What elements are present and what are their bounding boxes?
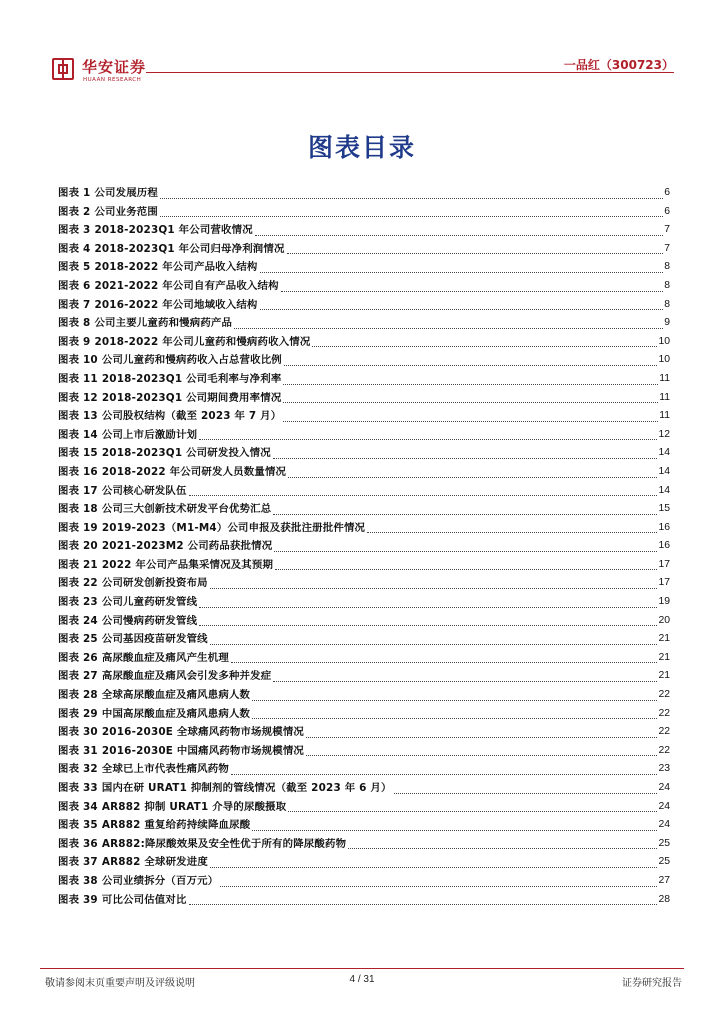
toc-entry-text: AR882 抑制 URAT1 介导的尿酸摄取 <box>101 800 287 813</box>
toc-entry-label: 图表 10 <box>58 354 98 367</box>
toc-entry-text: 2016-2030E 中国痛风药物市场规模情况 <box>101 744 305 757</box>
toc-entry-label: 图表 28 <box>58 689 98 702</box>
toc-entry-text: 2018-2023Q1 年公司营收情况 <box>94 224 253 237</box>
toc-entry[interactable] <box>58 630 670 649</box>
toc-leader-dots <box>275 559 657 570</box>
toc-entry-title <box>58 370 281 389</box>
toc-entry-text: 公司研发创新投资布局 <box>101 577 208 590</box>
toc-entry-title <box>58 519 365 538</box>
toc-leader-dots <box>231 652 657 663</box>
toc-entry-title <box>58 630 208 649</box>
toc-entry[interactable] <box>58 686 670 705</box>
toc-entry-page: 8 <box>664 279 670 291</box>
toc-entry-text: 高尿酸血症及痛风会引发多种并发症 <box>101 670 272 683</box>
toc-entry[interactable] <box>58 258 670 277</box>
toc-entry[interactable] <box>58 426 670 445</box>
toc-entry-title <box>58 835 346 854</box>
toc-entry-title <box>58 296 258 315</box>
toc-leader-dots <box>283 374 658 385</box>
toc-entry-label: 图表 25 <box>58 633 98 646</box>
toc-entry[interactable] <box>58 649 670 668</box>
toc-entry-label: 图表 14 <box>58 428 98 441</box>
toc-entry-label: 图表 20 <box>58 540 98 553</box>
toc-entry-title <box>58 314 232 333</box>
toc-entry[interactable] <box>58 296 670 315</box>
toc-entry-page: 16 <box>658 521 670 533</box>
toc-entry-label: 图表 18 <box>58 503 98 516</box>
toc-entry-page: 22 <box>658 744 670 756</box>
toc-entry-label: 图表 7 <box>58 298 91 311</box>
toc-leader-dots <box>312 336 657 347</box>
toc-entry[interactable] <box>58 444 670 463</box>
toc-entry-page: 14 <box>658 484 670 496</box>
toc-leader-dots <box>252 708 657 719</box>
logo-icon <box>52 58 74 80</box>
toc-entry-title <box>58 593 197 612</box>
toc-leader-dots <box>189 485 658 496</box>
toc-entry[interactable] <box>58 593 670 612</box>
toc-entry[interactable] <box>58 314 670 333</box>
toc-entry-text: 2021-2023M2 公司药品获批情况 <box>101 540 273 553</box>
toc-entry-title <box>58 705 250 724</box>
toc-entry-label: 图表 9 <box>58 335 91 348</box>
toc-leader-dots <box>306 727 657 738</box>
toc-entry[interactable] <box>58 742 670 761</box>
toc-entry-title <box>58 779 392 798</box>
toc-entry[interactable] <box>58 537 670 556</box>
toc-entry-title <box>58 444 271 463</box>
toc-entry-label: 图表 19 <box>58 521 98 534</box>
toc-entry-text: 公司上市后激励计划 <box>101 428 198 441</box>
toc-leader-dots <box>306 745 657 756</box>
toc-entry[interactable] <box>58 277 670 296</box>
toc-leader-dots <box>348 838 657 849</box>
toc-entry-text: 公司儿童药和慢病药收入占总营收比例 <box>101 354 282 367</box>
toc-entry-label: 图表 36 <box>58 837 98 850</box>
toc-entry-page: 22 <box>658 726 670 738</box>
toc-leader-dots <box>273 504 657 515</box>
toc-entry[interactable] <box>58 351 670 370</box>
toc-entry-page: 28 <box>658 893 670 905</box>
toc-entry-text: 公司股权结构（截至 2023 年 7 月） <box>101 410 282 423</box>
toc-entry-page: 21 <box>658 670 670 682</box>
toc-leader-dots <box>273 448 658 459</box>
toc-entry[interactable] <box>58 612 670 631</box>
toc-entry-text: 公司主要儿童药和慢病药产品 <box>94 317 233 330</box>
toc-leader-dots <box>210 634 658 645</box>
toc-entry[interactable] <box>58 203 670 222</box>
toc-entry[interactable] <box>58 891 670 910</box>
toc-entry-page: 17 <box>658 558 670 570</box>
toc-entry-label: 图表 30 <box>58 726 98 739</box>
toc-entry-title <box>58 203 158 222</box>
toc-entry-title <box>58 240 285 259</box>
toc-leader-dots <box>288 801 657 812</box>
toc-entry-title <box>58 333 310 352</box>
toc-leader-dots <box>260 299 664 310</box>
toc-entry-text: 2018-2023Q1 公司期间费用率情况 <box>101 391 282 404</box>
toc-entry-title <box>58 760 229 779</box>
toc-entry-title <box>58 816 250 835</box>
toc-entry[interactable] <box>58 667 670 686</box>
toc-entry-page: 24 <box>658 819 670 831</box>
toc-entry-text: 高尿酸血症及痛风产生机理 <box>101 651 229 664</box>
toc-entry-page: 10 <box>658 335 670 347</box>
toc-entry-text: 公司业绩拆分（百万元） <box>101 874 219 887</box>
toc-entry-text: 2021-2022 年公司自有产品收入结构 <box>94 279 279 292</box>
toc-entry-label: 图表 2 <box>58 205 91 218</box>
toc-leader-dots <box>287 243 664 254</box>
toc-entry-label: 图表 3 <box>58 224 91 237</box>
toc-entry-text: 2018-2022 年公司研发人员数量情况 <box>101 465 287 478</box>
toc-entry-page: 8 <box>664 298 670 310</box>
toc-entry-page: 6 <box>664 205 670 217</box>
toc-leader-dots <box>160 188 663 199</box>
toc-entry-text: 2018-2023Q1 年公司归母净利润情况 <box>94 242 285 255</box>
toc-entry-label: 图表 24 <box>58 614 98 627</box>
toc-leader-dots <box>234 318 663 329</box>
toc-entry-label: 图表 29 <box>58 707 98 720</box>
toc-entry-page: 25 <box>658 856 670 868</box>
toc-entry[interactable] <box>58 221 670 240</box>
toc-entry-title <box>58 667 271 686</box>
toc-entry-text: 2019-2023（M1-M4）公司申报及获批注册批件情况 <box>101 521 366 534</box>
toc-entry-title <box>58 537 272 556</box>
toc-entry-page: 14 <box>658 465 670 477</box>
toc-entry-label: 图表 38 <box>58 874 98 887</box>
toc-entry-label: 图表 5 <box>58 261 91 274</box>
toc-entry-page: 11 <box>659 410 670 422</box>
toc-entry-title <box>58 574 208 593</box>
toc-entry-text: 公司核心研发队伍 <box>101 484 187 497</box>
toc-entry-label: 图表 35 <box>58 819 98 832</box>
figure-table-of-contents <box>58 184 670 909</box>
toc-leader-dots <box>273 671 657 682</box>
toc-entry-title <box>58 258 258 277</box>
toc-entry-page: 8 <box>664 261 670 273</box>
toc-leader-dots <box>220 876 657 887</box>
toc-entry-title <box>58 426 197 445</box>
toc-entry-page: 7 <box>664 242 670 254</box>
toc-leader-dots <box>284 355 658 366</box>
toc-entry-title <box>58 798 286 817</box>
toc-entry[interactable] <box>58 389 670 408</box>
toc-entry-title <box>58 872 218 891</box>
toc-entry-title <box>58 686 250 705</box>
toc-leader-dots <box>283 392 658 403</box>
toc-entry-label: 图表 22 <box>58 577 98 590</box>
toc-entry-label: 图表 8 <box>58 317 91 330</box>
company-ticker: 一品红（300723） <box>563 58 674 72</box>
toc-entry-title <box>58 482 187 501</box>
toc-entry-text: 2018-2023Q1 公司毛利率与净利率 <box>101 372 282 385</box>
toc-entry[interactable] <box>58 333 670 352</box>
toc-entry-label: 图表 11 <box>58 372 98 385</box>
toc-leader-dots <box>260 262 664 273</box>
page-header <box>50 56 674 92</box>
toc-entry-page: 22 <box>658 707 670 719</box>
page-title: 图表目录 <box>307 133 416 162</box>
toc-entry[interactable] <box>58 500 670 519</box>
toc-entry-title <box>58 649 229 668</box>
toc-entry[interactable] <box>58 556 670 575</box>
toc-entry-page: 15 <box>658 503 670 515</box>
toc-entry-text: 公司基因疫苗研发管线 <box>101 633 208 646</box>
toc-entry-label: 图表 26 <box>58 651 98 664</box>
toc-entry-page: 12 <box>658 428 670 440</box>
toc-entry-page: 20 <box>658 614 670 626</box>
toc-entry[interactable] <box>58 482 670 501</box>
toc-entry-title <box>58 556 273 575</box>
toc-entry[interactable] <box>58 798 670 817</box>
toc-leader-dots <box>288 467 657 478</box>
toc-leader-dots <box>199 597 657 608</box>
toc-leader-dots <box>367 522 657 533</box>
toc-entry-text: 公司慢病药研发管线 <box>101 614 198 627</box>
toc-entry-title <box>58 853 208 872</box>
toc-entry-page: 22 <box>658 689 670 701</box>
toc-entry-text: 国内在研 URAT1 抑制剂的管线情况（截至 2023 年 6 月） <box>101 782 392 794</box>
toc-entry-page: 10 <box>658 354 670 366</box>
toc-entry-text: AR882 重复给药持续降血尿酸 <box>101 819 251 832</box>
toc-entry-page: 21 <box>658 651 670 663</box>
toc-entry-page: 6 <box>664 187 670 198</box>
toc-entry-label: 图表 32 <box>58 763 98 776</box>
footer-disclaimer: 敬请参阅末页重要声明及评级说明 <box>45 978 195 989</box>
toc-entry-text: AR882:降尿酸效果及安全性优于所有的降尿酸药物 <box>101 837 347 850</box>
toc-leader-dots <box>231 764 657 775</box>
toc-entry-title <box>58 221 253 240</box>
toc-entry-title <box>58 277 279 296</box>
toc-entry-label: 图表 15 <box>58 447 98 460</box>
toc-entry-page: 14 <box>658 447 670 459</box>
toc-entry[interactable] <box>58 723 670 742</box>
toc-entry-title <box>58 891 187 910</box>
logo-subtitle: HUAAN RESEARCH <box>83 77 142 83</box>
toc-entry[interactable] <box>58 240 670 259</box>
toc-entry[interactable] <box>58 835 670 854</box>
toc-entry[interactable] <box>58 519 670 538</box>
toc-entry[interactable] <box>58 574 670 593</box>
toc-entry-page: 25 <box>658 837 670 849</box>
page-number: 4 / 31 <box>349 974 375 985</box>
toc-entry-page: 9 <box>664 317 670 329</box>
toc-leader-dots <box>160 206 663 217</box>
toc-entry-page: 24 <box>658 800 670 812</box>
toc-entry-label: 图表 12 <box>58 391 98 404</box>
toc-leader-dots <box>255 225 663 236</box>
toc-entry-text: 中国高尿酸血症及痛风患病人数 <box>101 707 251 720</box>
toc-entry[interactable] <box>58 705 670 724</box>
toc-entry-label: 图表 21 <box>58 558 98 571</box>
toc-entry[interactable] <box>58 779 670 798</box>
toc-entry-page: 11 <box>659 372 670 384</box>
toc-entry-label: 图表 13 <box>58 410 98 423</box>
toc-entry[interactable] <box>58 853 670 872</box>
toc-entry-text: 公司发展历程 <box>94 187 158 199</box>
toc-entry-label: 图表 1 <box>58 187 91 199</box>
toc-entry-label: 图表 6 <box>58 279 91 292</box>
toc-entry-text: 全球已上市代表性痛风药物 <box>101 763 229 776</box>
toc-leader-dots <box>189 894 658 905</box>
toc-entry-page: 11 <box>659 391 670 403</box>
toc-leader-dots <box>252 820 657 831</box>
toc-entry-page: 21 <box>658 633 670 645</box>
toc-entry-title <box>58 463 286 482</box>
toc-entry-title <box>58 500 271 519</box>
toc-entry-title <box>58 389 281 408</box>
toc-entry-label: 图表 34 <box>58 800 98 813</box>
toc-entry-text: 可比公司估值对比 <box>101 893 187 906</box>
toc-entry[interactable] <box>58 816 670 835</box>
toc-leader-dots <box>199 615 657 626</box>
toc-leader-dots <box>210 857 657 868</box>
toc-entry-label: 图表 27 <box>58 670 98 683</box>
toc-entry-page: 16 <box>658 540 670 552</box>
toc-entry-label: 图表 4 <box>58 242 91 255</box>
toc-entry[interactable] <box>58 463 670 482</box>
toc-entry-text: 公司业务范围 <box>94 205 158 218</box>
toc-entry-title <box>58 184 158 203</box>
toc-entry[interactable] <box>58 872 670 891</box>
toc-entry-page: 23 <box>658 763 670 775</box>
toc-entry-title <box>58 723 304 742</box>
toc-leader-dots <box>394 783 658 794</box>
toc-leader-dots <box>281 281 664 292</box>
toc-leader-dots <box>210 578 658 589</box>
toc-entry-label: 图表 39 <box>58 893 98 906</box>
toc-entry-text: 全球高尿酸血症及痛风患病人数 <box>101 689 251 702</box>
toc-entry-text: 2018-2022 年公司产品收入结构 <box>94 261 258 274</box>
toc-leader-dots <box>199 429 657 440</box>
toc-entry-label: 图表 31 <box>58 744 98 757</box>
toc-entry-page: 24 <box>658 782 670 793</box>
toc-entry[interactable] <box>58 184 670 203</box>
toc-entry-text: 2018-2023Q1 公司研发投入情况 <box>101 447 271 460</box>
toc-entry-title <box>58 742 304 761</box>
toc-entry-text: AR882 全球研发进度 <box>101 856 208 869</box>
toc-entry-text: 2016-2022 年公司地域收入结构 <box>94 298 258 311</box>
toc-leader-dots <box>252 690 657 701</box>
toc-entry[interactable] <box>58 760 670 779</box>
toc-entry-label: 图表 23 <box>58 596 98 609</box>
toc-leader-dots <box>274 541 657 552</box>
toc-entry-label: 图表 16 <box>58 465 98 478</box>
toc-entry-title <box>58 612 197 631</box>
toc-entry-page: 7 <box>664 224 670 236</box>
toc-entry-label: 图表 17 <box>58 484 98 497</box>
toc-entry-page: 27 <box>658 874 670 886</box>
toc-entry-label: 图表 37 <box>58 856 98 869</box>
toc-entry[interactable] <box>58 407 670 426</box>
toc-entry-title <box>58 407 281 426</box>
footer-divider <box>40 968 684 969</box>
toc-leader-dots <box>283 411 658 422</box>
logo-text: 华安证券 <box>82 58 147 76</box>
toc-entry-text: 2016-2030E 全球痛风药物市场规模情况 <box>101 726 305 739</box>
toc-entry-text: 2022 年公司产品集采情况及其预期 <box>101 558 274 571</box>
toc-entry-title <box>58 351 282 370</box>
toc-entry-text: 2018-2022 年公司儿童药和慢病药收入情况 <box>94 335 311 348</box>
toc-entry-text: 公司儿童药研发管线 <box>101 596 198 609</box>
toc-entry-text: 公司三大创新技术研发平台优势汇总 <box>101 503 272 516</box>
toc-entry-page: 17 <box>658 577 670 589</box>
toc-entry[interactable] <box>58 370 670 389</box>
toc-entry-label: 图表 33 <box>58 782 98 794</box>
toc-entry-page: 19 <box>658 596 670 608</box>
report-type: 证券研究报告 <box>622 978 682 989</box>
